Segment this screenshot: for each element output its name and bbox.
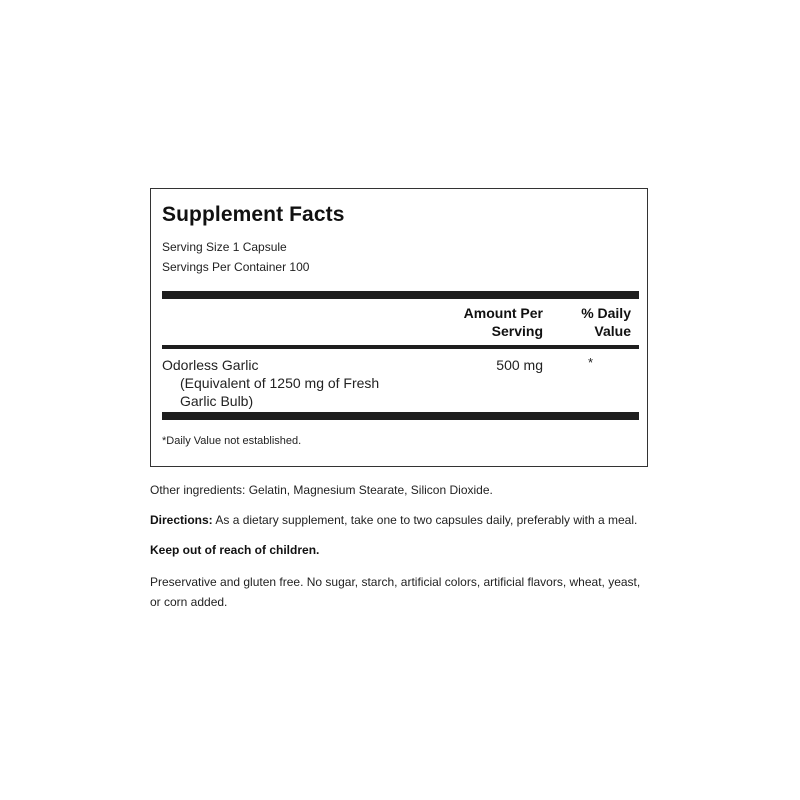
ingredient-amount: 500 mg (496, 357, 543, 373)
ingredient-detail-line2: Garlic Bulb) (180, 393, 254, 409)
free-from-statement: Preservative and gluten free. No sugar, starch, artificial colors, artificial flavors, wheat, yeast, or corn added. (150, 575, 641, 609)
directions-text: As a dietary supplement, take one to two capsules daily, preferably with a meal. (215, 513, 638, 527)
thick-divider-top (162, 291, 639, 299)
directions-label: Directions: (150, 513, 213, 527)
divider-middle (162, 345, 639, 349)
daily-value-footnote: *Daily Value not established. (162, 435, 302, 447)
facts-title: Supplement Facts (162, 203, 345, 226)
amount-per-serving-header (464, 304, 543, 340)
ingredient-detail-line1: (Equivalent of 1250 mg of Fresh (180, 375, 380, 391)
child-warning: Keep out of reach of children. (150, 543, 320, 557)
ingredient-daily-value: * (588, 355, 594, 370)
dv-header-line1: % Daily (581, 305, 631, 321)
dv-header-line2: Value (594, 323, 631, 339)
amount-header-line1: Amount Per (463, 305, 543, 321)
ingredient-row (162, 356, 379, 410)
supplement-facts-panel (150, 188, 648, 467)
serving-size: Serving Size 1 Capsule (162, 240, 287, 254)
other-ingredients: Other ingredients: Gelatin, Magnesium Stearate, Silicon Dioxide. (150, 483, 493, 497)
thick-divider-bottom (162, 412, 639, 420)
amount-header-line2: Serving (491, 323, 543, 339)
daily-value-header (581, 304, 631, 340)
servings-per-container: Servings Per Container 100 (162, 260, 310, 274)
ingredient-name: Odorless Garlic (162, 357, 259, 373)
directions (150, 510, 650, 530)
